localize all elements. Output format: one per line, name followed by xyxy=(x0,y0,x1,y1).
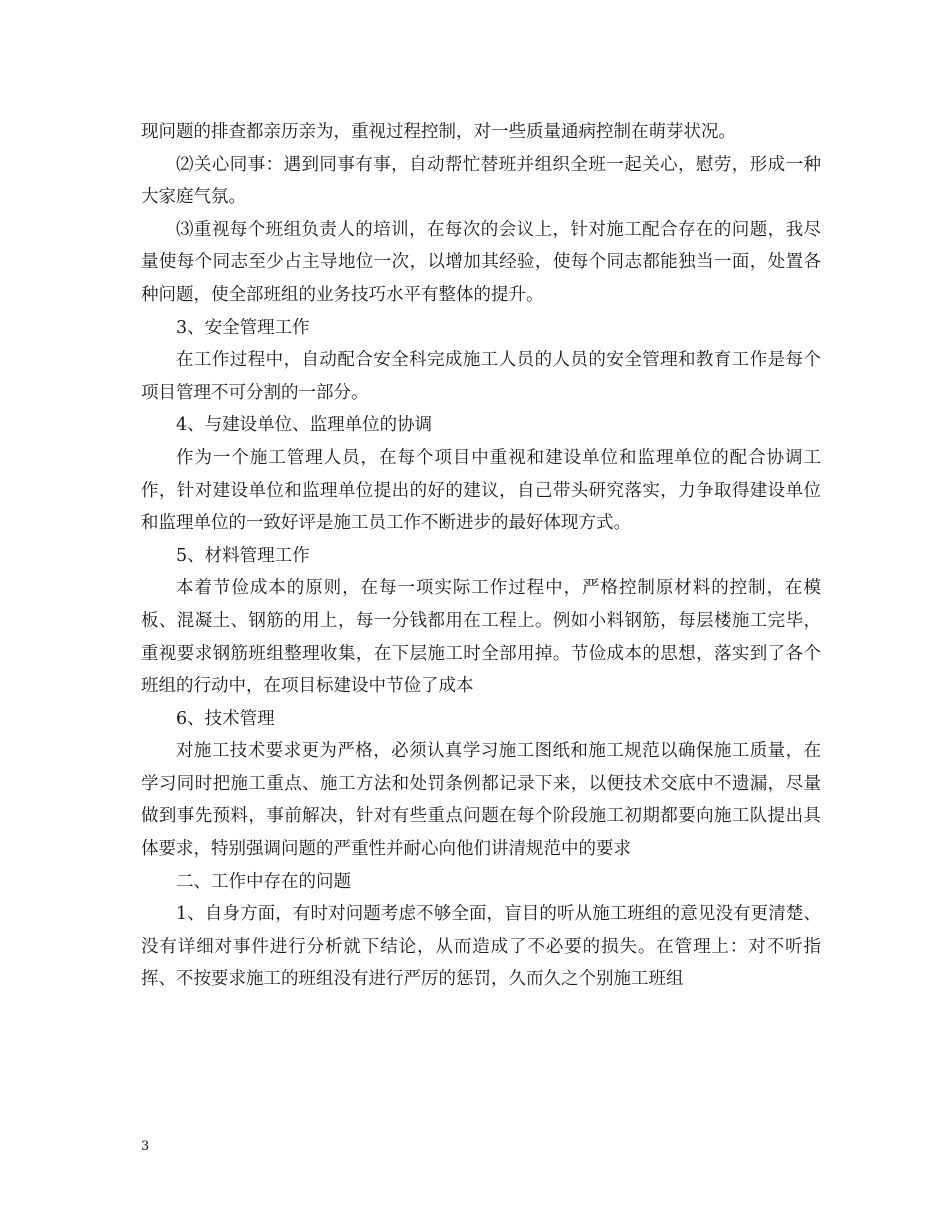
paragraph-2: ⑵关心同事：遇到同事有事，自动帮忙替班并组织全班一起关心，慰劳，形成一种大家庭气氛。 xyxy=(141,154,821,208)
paragraph-3: ⑶重视每个班组负责人的培训，在每次的会议上，针对施工配合存在的问题，我尽量使每个同志至少占主导地位一次，以增加其经验，使每个同志都能独当一面，处置各种问题，使全部班组的业务技巧水平有整体的提升。 xyxy=(141,219,821,305)
document-body xyxy=(141,116,821,996)
paragraph-7: 作为一个施工管理人员，在每个项目中重视和建设单位和监理单位的配合协调工作，针对建设单位和监理单位提出的好的建议，自己带头研究落实，力争取得建设单位和监理单位的一致好评是施工员工作不断进步的最好体现方式。 xyxy=(141,447,821,534)
section-heading-materials: 5、材料管理工作 xyxy=(176,545,310,566)
section-heading-technical: 6、技术管理 xyxy=(176,708,275,729)
section-heading-problems: 二、工作中存在的问题 xyxy=(176,871,351,892)
section-heading-coordination: 4、与建设单位、监理单位的协调 xyxy=(176,415,433,436)
section-heading-safety: 3、安全管理工作 xyxy=(176,317,310,338)
paragraph-13: 1、自身方面，有时对问题考虑不够全面，盲目的听从施工班组的意见没有更清楚、没有详细对事件进行分析就下结论，从而造成了不必要的损失。在管理上：对不听指挥、不按要求施工的班组没有进行严厉的惩罚，久而久之个别施工班组 xyxy=(141,904,821,990)
paragraph-5: 在工作过程中，自动配合安全科完成施工人员的人员的安全管理和教育工作是每个项目管理不可分割的一部分。 xyxy=(141,350,821,403)
page-number: 3 xyxy=(141,1139,150,1154)
paragraph-1: 现问题的排查都亲历亲为，重视过程控制，对一些质量通病控制在萌芽状况。 xyxy=(141,122,736,142)
paragraph-9: 本着节俭成本的原则，在每一项实际工作过程中，严格控制原材料的控制，在模板、混凝土、钢筋的用上，每一分钱都用在工程上。例如小料钢筋，每层楼施工完毕，重视要求钢筋班组整理收集，在下层施工时全部用掉。节俭成本的思想，落实到了各个班组的行动中，在项目标建设中节俭了成本 xyxy=(141,578,821,697)
paragraph-11: 对施工技术要求更为严格，必须认真学习施工图纸和施工规范以确保施工质量，在学习同时把施工重点、施工方法和处罚条例都记录下来，以便技术交底中不遗漏，尽量做到事先预料，事前解决，针对有些重点问题在每个阶段施工初期都要向施工队提出具体要求，特别强调问题的严重性并耐心向他们讲清规范中的要求 xyxy=(141,741,821,860)
